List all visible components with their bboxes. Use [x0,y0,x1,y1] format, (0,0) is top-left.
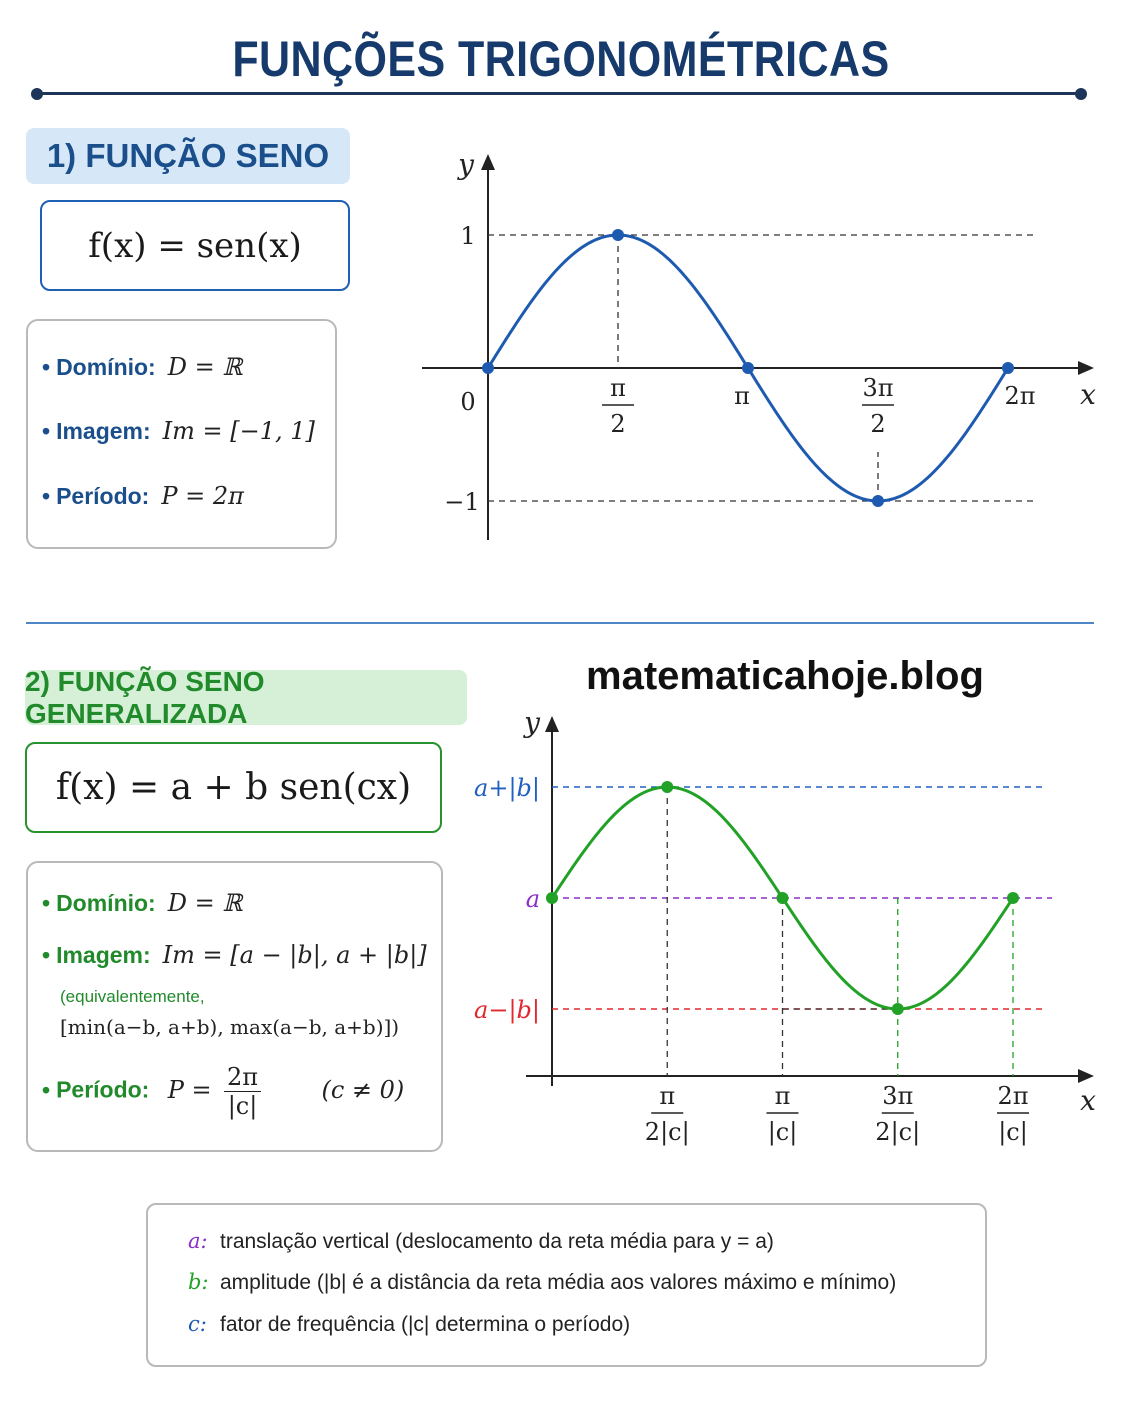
section1-formula: f(x) = sen(x) [40,200,350,291]
x-tick-0: 0 [460,388,476,416]
generalized-point-1 [661,781,673,793]
section2-formula: f(x) = a + b sen(cx) [25,742,442,833]
x-tick-4: 2π [1004,382,1036,410]
parameter-legend [146,1203,987,1367]
legend-row-b: b: amplitude (|b| é a distância da reta média aos valores máximo e mínimo) [188,1270,897,1294]
x-tick-1-den: 2 [610,410,626,438]
generalized-point-3 [892,1003,904,1015]
y-axis-2-label: y [524,706,540,739]
y-axis-label: y [458,148,474,181]
x-axis-2-label: x [1080,1084,1096,1117]
prop2-note-value: [min(a−b, a+b), max(a−b, a+b)]) [60,1015,400,1039]
x2-tick-2-num: 3π [882,1082,914,1110]
prop2-domain: • Domínio: D = ℝ [42,889,243,917]
page-title: FUNÇÕES TRIGONOMÉTRICAS [232,31,890,87]
brand-watermark: matematicahoje.blog [586,654,984,698]
x2-tick-1-den: |c| [767,1118,798,1146]
generalized-point-4 [1007,892,1019,904]
y-tick-1: 1 [460,222,476,250]
prop-image: • Imagem: Im = [−1, 1] [42,417,315,445]
x-axis-label: x [1080,378,1096,411]
legend-row-a: a: translação vertical (deslocamento da reta média para y = a) [188,1229,774,1253]
prop-period: • Período: P = 2π [42,482,244,510]
prop-domain: • Domínio: D = ℝ [42,353,243,381]
level-max-label: a+|b| [474,774,540,802]
x2-tick-2-den: 2|c| [875,1118,921,1146]
prop2-period: • Período: P = $\frac{2\pi}{|c|}$ (c ≠ 0) [42,1063,405,1120]
x-tick-1-num: π [610,374,626,402]
level-mid-label: a [525,885,540,913]
x2-tick-1-num: π [774,1082,791,1110]
x2-tick-0-num: π [659,1082,676,1110]
y-axis-2-arrow [545,716,559,732]
section1-heading: 1) FUNÇÃO SENO [26,128,350,184]
x-tick-2: π [734,382,750,410]
prop2-image: • Imagem: Im = [a − |b|, a + |b|] [42,941,427,969]
x-tick-3-den: 2 [870,410,886,438]
generalized-point-0 [546,892,558,904]
x2-tick-0-den: 2|c| [644,1118,690,1146]
x2-tick-3-den: |c| [998,1118,1028,1146]
y-tick-minus1: −1 [444,488,480,516]
section2-heading: 2) FUNÇÃO SENO GENERALIZADA [25,670,467,725]
x2-tick-3-num: 2π [997,1082,1029,1110]
x-tick-3-num: 3π [862,374,894,402]
x-axis-2-arrow [1078,1069,1094,1083]
generalized-point-2 [777,892,789,904]
legend-row-c: c: fator de frequência (|c| determina o período) [188,1312,631,1336]
prop2-note-label: (equivalentemente, [60,987,205,1006]
level-min-label: a−|b| [474,996,540,1024]
